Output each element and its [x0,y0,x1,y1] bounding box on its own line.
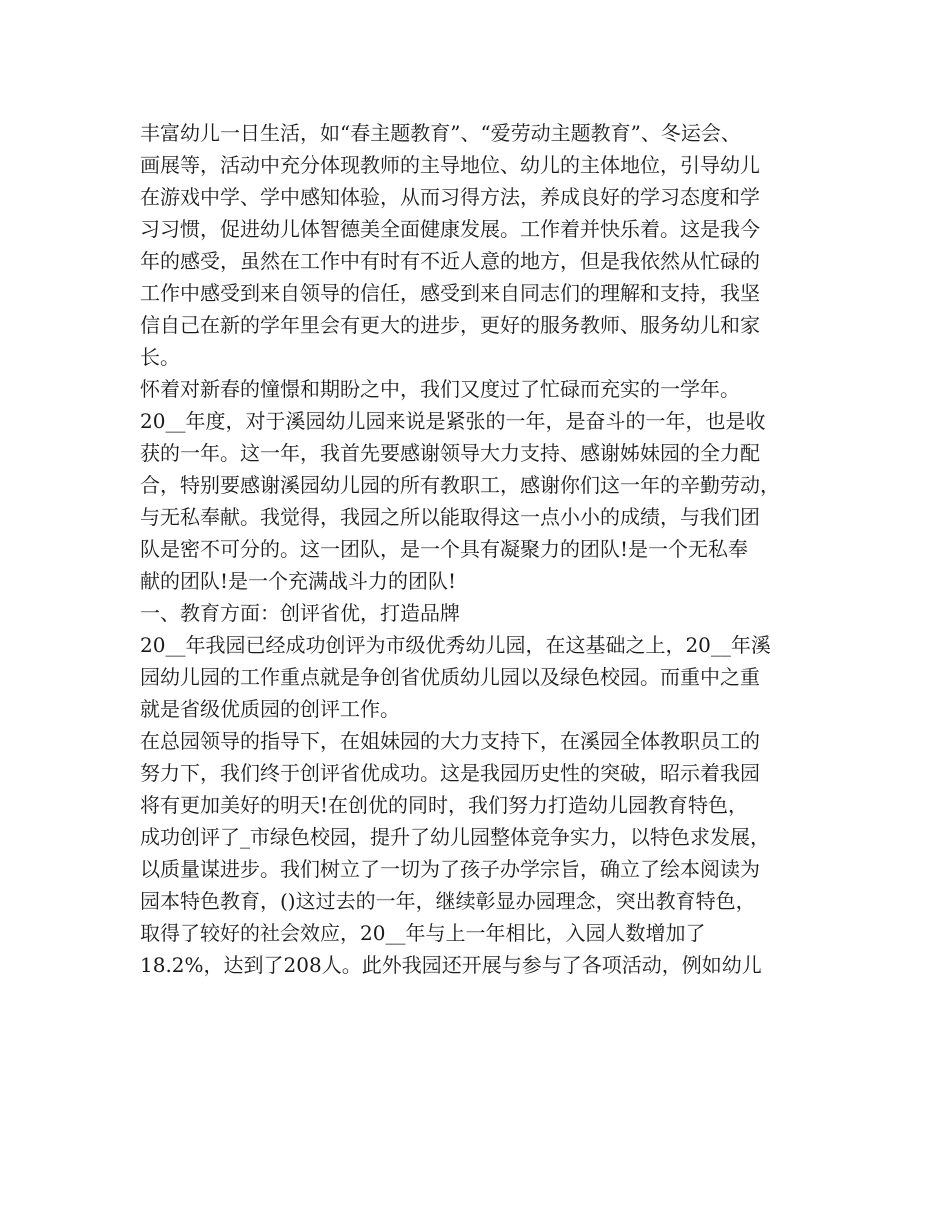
text-line: 长。 [140,345,180,369]
text-line: 园本特色教育，()这过去的一年，继续彰显办园理念，突出教育特色， [140,889,756,913]
text-line: 年的感受，虽然在工作中有时有不近人意的地方，但是我依然从忙碌的 [140,249,760,273]
text-line: 园幼儿园的工作重点就是争创省优质幼儿园以及绿色校园。而重中之重 [140,665,760,689]
text-line: 将有更加美好的明天!在创优的同时，我们努力打造幼儿园教育特色， [140,793,749,817]
text-line: 成功创评了_市绿色校园，提升了幼儿园整体竞争实力，以特色求发展， [140,825,770,849]
text-line: 取得了较好的社会效应，20__年与上一年相比，入园人数增加了 [140,921,706,945]
text-line: 在总园领导的指导下，在姐妹园的大力支持下，在溪园全体教职员工的 [140,729,760,753]
text-line: 以质量谋进步。我们树立了一切为了孩子办学宗旨，确立了绘本阅读为 [140,857,760,881]
text-line: 18.2%，达到了208人。此外我园还开展与参与了各项活动，例如幼儿 [140,953,762,977]
text-line: 丰富幼儿一日生活，如“春主题教育”、“爱劳动主题教育”、冬运会、 [140,121,741,145]
text-line: 获的一年。这一年，我首先要感谢领导大力支持、感谢姊妹园的全力配 [140,441,760,465]
text-line: 与无私奉献。我觉得，我园之所以能取得这一点小小的成绩，与我们团 [140,505,760,529]
text-line: 献的团队!是一个充满战斗力的团队! [140,569,457,593]
text-line: 在游戏中学、学中感知体验，从而习得方法，养成良好的学习态度和学 [140,185,760,209]
document-body [140,117,830,981]
text-line: 习习惯，促进幼儿体智德美全面健康发展。工作着并快乐着。这是我今 [140,217,760,241]
text-line: 队是密不可分的。这一团队，是一个具有凝聚力的团队!是一个无私奉 [140,537,749,561]
section-heading: 一、教育方面：创评省优，打造品牌 [140,601,460,625]
text-line: 20__年度，对于溪园幼儿园来说是紧张的一年，是奋斗的一年，也是收 [140,409,766,433]
text-line: 就是省级优质园的创评工作。 [140,697,400,721]
text-line: 工作中感受到来自领导的信任，感受到来自同志们的理解和支持，我坚 [140,281,760,305]
text-line: 画展等，活动中充分体现教师的主导地位、幼儿的主体地位，引导幼儿 [140,153,760,177]
text-line: 20__年我园已经成功创评为市级优秀幼儿园，在这基础之上，20__年溪 [140,633,771,657]
text-line: 合，特别要感谢溪园幼儿园的所有教职工，感谢你们这一年的辛勤劳动， [140,473,780,497]
text-line: 努力下，我们终于创评省优成功。这是我园历史性的突破，昭示着我园 [140,761,760,785]
text-line: 怀着对新春的憧憬和期盼之中，我们又度过了忙碌而充实的一学年。 [140,377,740,401]
text-line: 信自己在新的学年里会有更大的进步，更好的服务教师、服务幼儿和家 [140,313,760,337]
